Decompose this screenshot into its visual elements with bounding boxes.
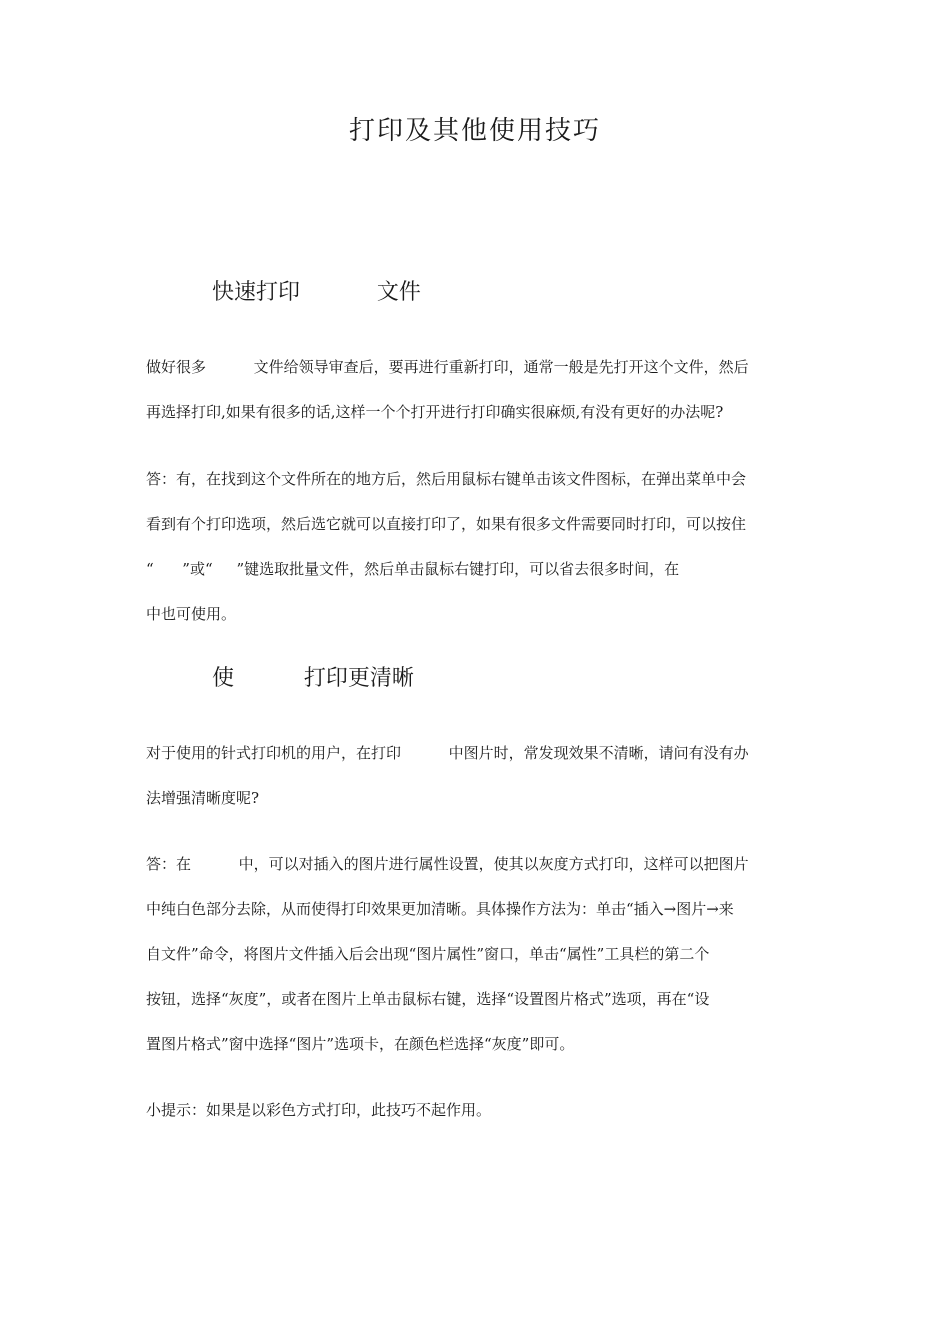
paragraph-line: 按钮，选择“灰度”，或者在图片上单击鼠标右键，选择“设置图片格式”选项，再在“设	[146, 990, 710, 1008]
section-2-question	[146, 731, 811, 821]
paragraph-line: 再选择打印,如果有很多的话,这样一个个打开进行打印确实很麻烦,有没有更好的办法呢?	[146, 403, 724, 421]
tip-line: 小提示：如果是以彩色方式打印，此技巧不起作用。	[146, 1101, 492, 1119]
paragraph-line: 自文件”命令，将图片文件插入后会出现“图片属性”窗口，单击“属性”工具栏的第二个	[146, 945, 710, 963]
section-2-answer	[146, 842, 811, 1067]
paragraph-line: 答：在 中，可以对插入的图片进行属性设置，使其以灰度方式打印，这样可以把图片	[146, 855, 749, 873]
paragraph-line: 看到有个打印选项，然后选它就可以直接打印了，如果有很多文件需要同时打印，可以按住	[146, 515, 747, 533]
paragraph-line: 法增强清晰度呢?	[146, 789, 260, 807]
document-title: 打印及其他使用技巧	[348, 116, 601, 146]
paragraph-line: 置图片格式”窗中选择“图片”选项卡，在颜色栏选择“灰度”即可。	[146, 1035, 575, 1053]
section-heading-clear-print: 使 打印更清晰	[212, 666, 414, 691]
section-1-question	[146, 345, 811, 435]
paragraph-line: 中也可使用。	[146, 605, 237, 623]
section-2-tip	[146, 1088, 811, 1133]
paragraph-line: 答：有，在找到这个文件所在的地方后，然后用鼠标右键单击该文件图标，在弹出菜单中会	[146, 470, 747, 488]
paragraph-line: 做好很多 文件给领导审查后，要再进行重新打印，通常一般是先打开这个文件，然后	[146, 358, 749, 376]
section-heading-quick-print: 快速打印 文件	[212, 280, 421, 305]
paragraph-line: 对于使用的针式打印机的用户，在打印 中图片时，常发现效果不清晰，请问有没有办	[146, 744, 749, 762]
paragraph-line: “ ”或“ ”键选取批量文件，然后单击鼠标右键打印，可以省去很多时间，在	[146, 560, 680, 578]
paragraph-line: 中纯白色部分去除，从而使得打印效果更加清晰。具体操作方法为：单击“插入→图片→来	[146, 900, 734, 918]
section-1-answer	[146, 457, 811, 637]
